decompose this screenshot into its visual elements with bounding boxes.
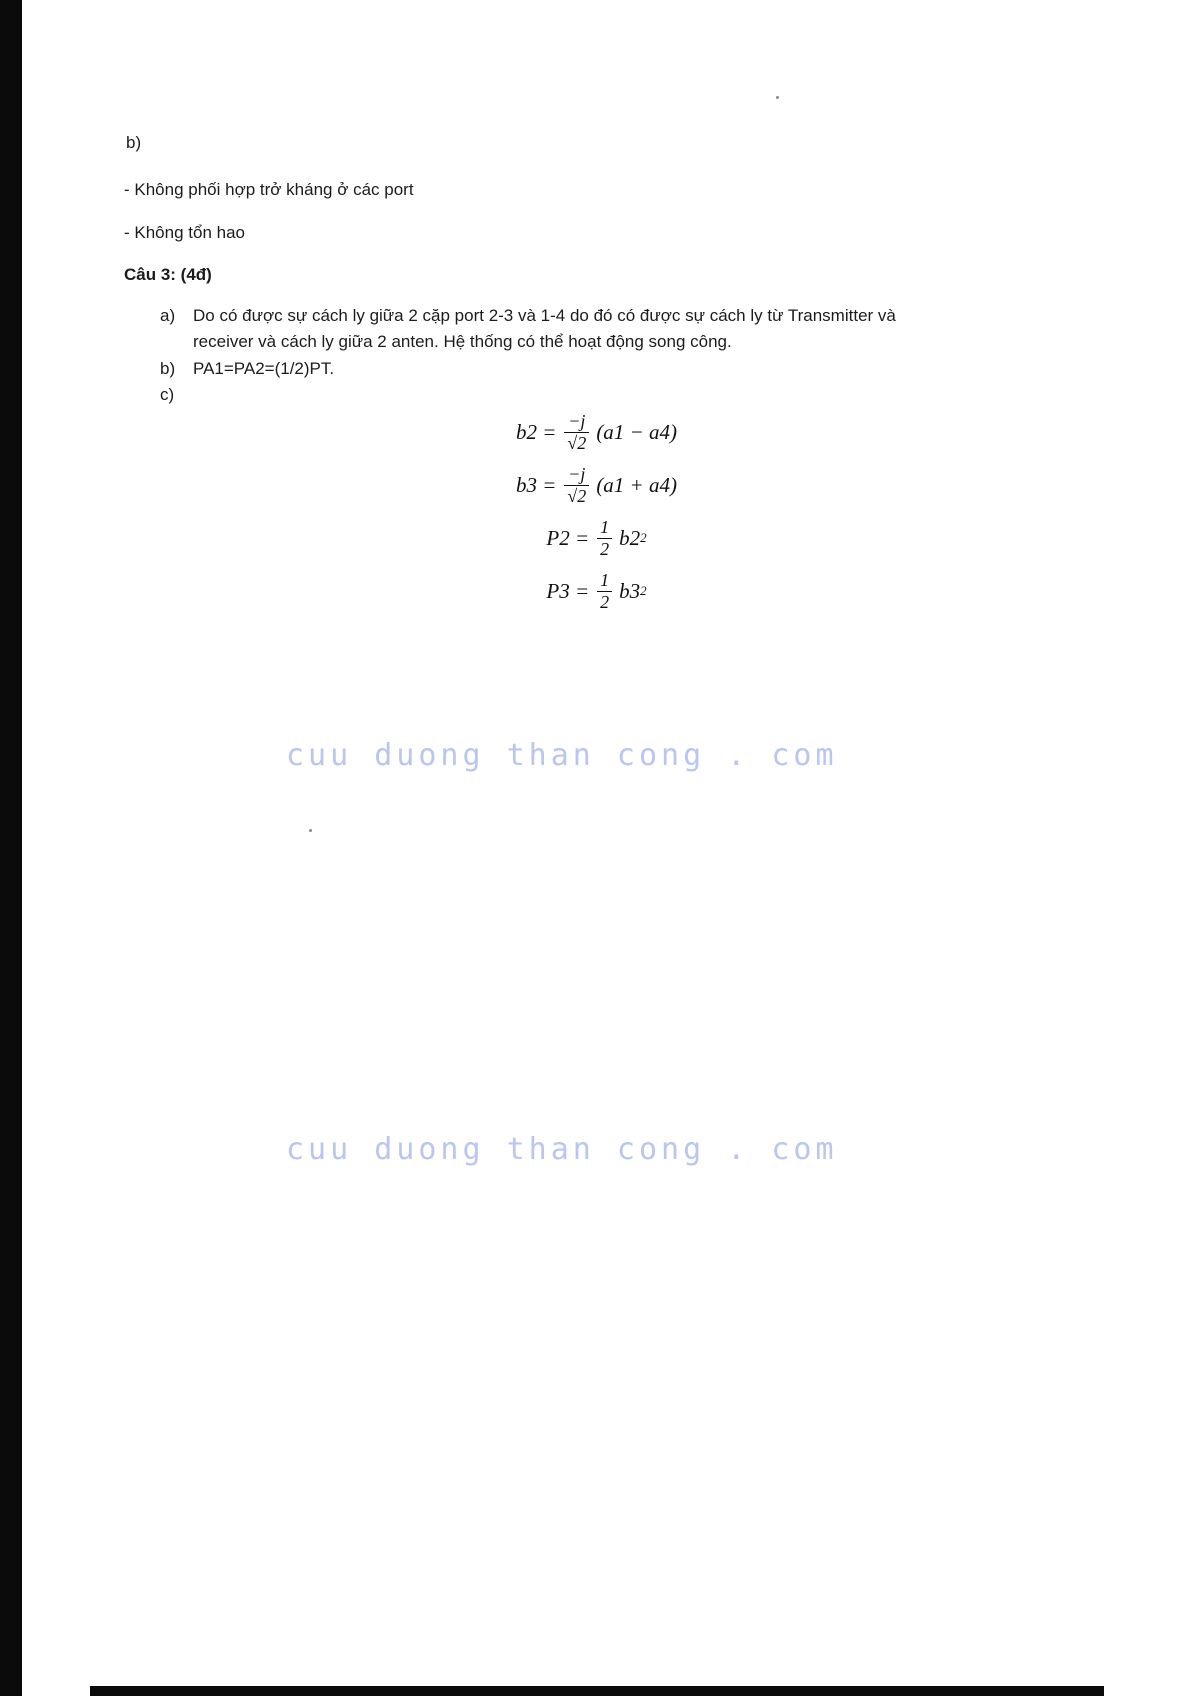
bullet-no-impedance-match: - Không phối hợp trở kháng ở các port — [124, 180, 414, 199]
answer-item-b — [160, 356, 960, 382]
equation-b3-tail: (a1 + a4) — [596, 472, 677, 497]
scan-artifact-bottom-edge — [90, 1686, 1104, 1696]
equation-b3-lhs: b3 = — [516, 472, 557, 497]
equation-p3-tail: b3 — [619, 578, 641, 603]
watermark-text: cuu duong than cong . com — [286, 738, 838, 773]
equation-b2 — [516, 408, 677, 456]
answer-b-label: b) — [160, 358, 176, 378]
section-b-label: b) — [126, 133, 142, 152]
answer-a-label: a) — [160, 306, 176, 325]
scan-artifact-left-edge — [0, 0, 22, 1696]
fraction-denominator: √2 — [564, 485, 589, 507]
answer-c-label: c) — [160, 385, 175, 405]
fraction-numerator: 1 — [600, 569, 610, 590]
equation-b3 — [516, 461, 677, 509]
fraction-denominator: √2 — [564, 432, 589, 454]
fraction-denominator: 2 — [597, 538, 612, 560]
watermark-text: cuu duong than cong . com — [286, 1132, 838, 1167]
answer-b-text: PA1=PA2=(1/2)PT. — [193, 358, 335, 378]
equation-block — [0, 408, 1193, 620]
answer-item-a — [160, 303, 960, 355]
equation-p2-lhs: P2 = — [546, 525, 590, 550]
answer-list — [160, 303, 960, 409]
equation-p3: P3 = $\frac{1}{2}$ b3 2 — [546, 569, 647, 612]
answer-a-text: Do có được sự cách ly giữa 2 cặp port 2-3 và 1-4 do đó có được sự cách ly từ Transmitter và receiver và cách ly giữa 2 anten. Hệ thống có thể hoạt động song công. — [193, 306, 896, 351]
answer-item-c — [160, 382, 960, 408]
fraction-numerator: 1 — [600, 516, 610, 537]
scan-speck — [309, 829, 312, 832]
fraction-numerator: −j — [568, 410, 586, 431]
fraction — [597, 570, 612, 612]
fraction — [564, 411, 589, 453]
fraction — [597, 517, 612, 559]
fraction-denominator: 2 — [597, 591, 612, 613]
equation-p2: P2 = $\frac{1}{2}$ b2 2 — [546, 516, 647, 559]
equation-p2-tail: b2 — [619, 525, 641, 550]
question-3-heading: Câu 3: (4đ) — [124, 265, 212, 284]
scan-speck — [776, 96, 779, 99]
equation-b2-lhs: b2 = — [516, 419, 557, 444]
equation-b2-tail: (a1 − a4) — [596, 419, 677, 444]
fraction — [564, 464, 589, 506]
equation-p3-lhs: P3 = — [546, 578, 590, 603]
bullet-lossless: - Không tổn hao — [124, 223, 245, 242]
fraction-numerator: −j — [568, 463, 586, 484]
